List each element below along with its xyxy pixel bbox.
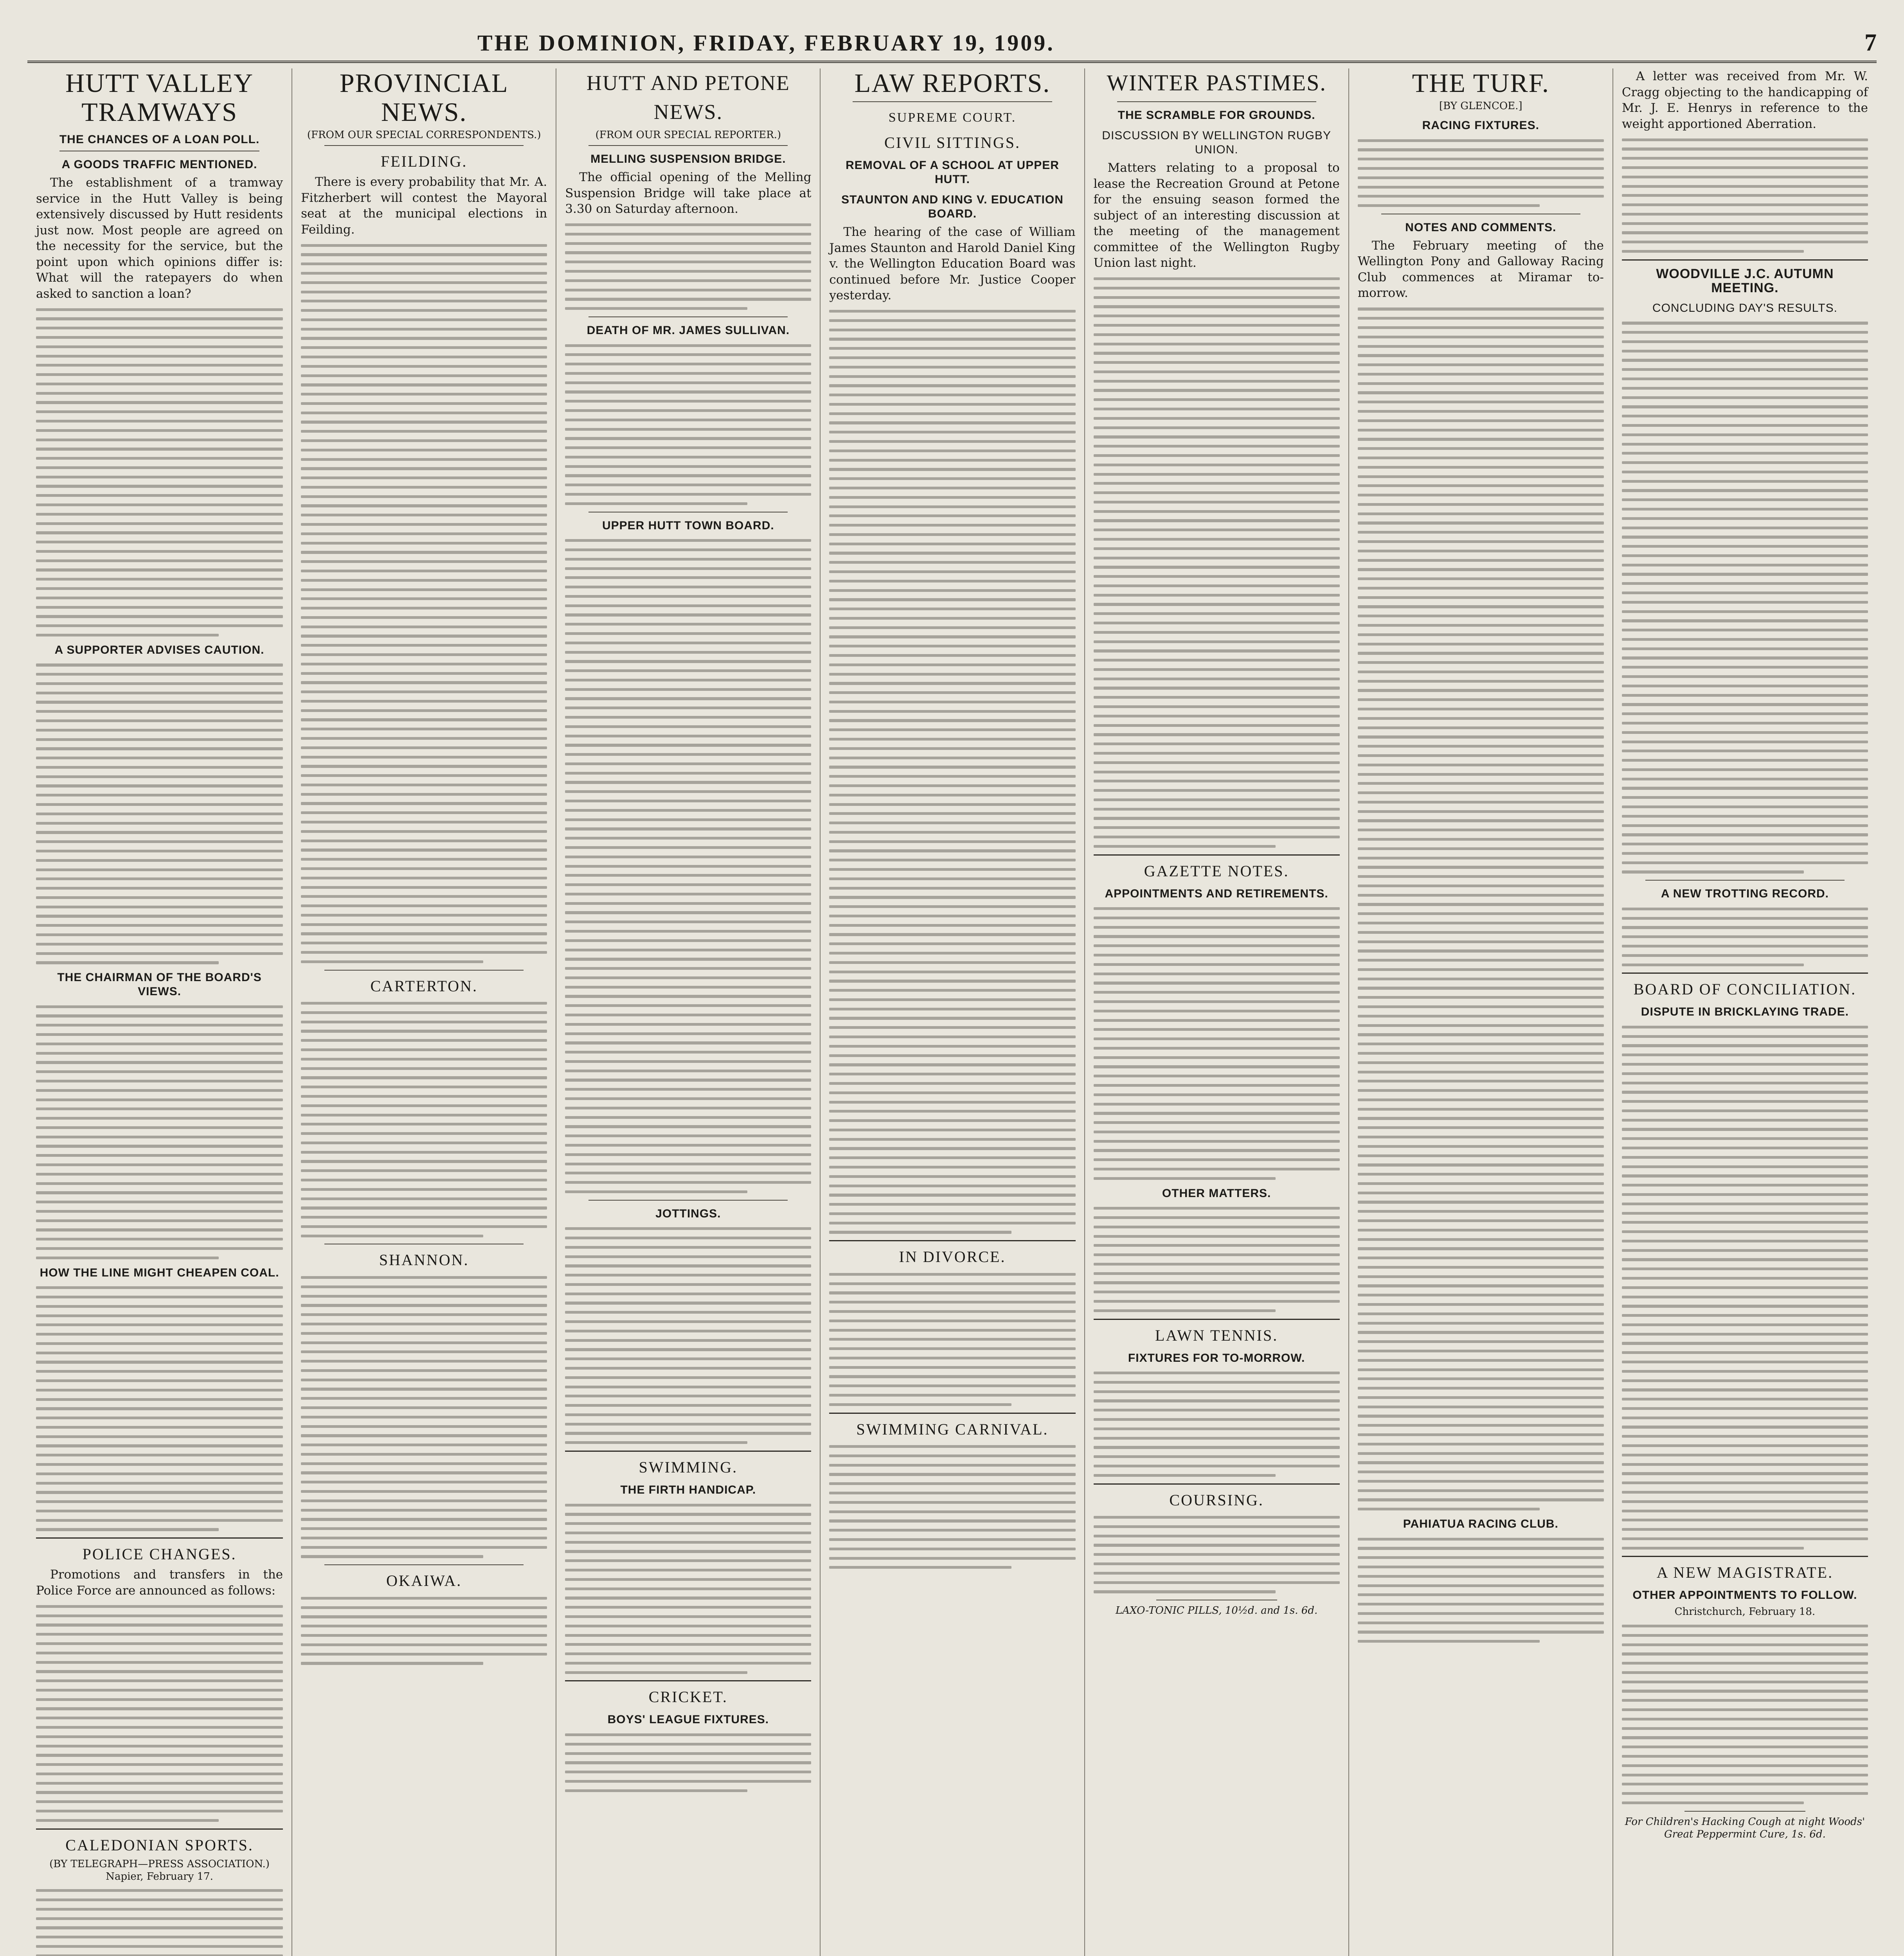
- subhead-boys-league: BOYS' LEAGUE FIXTURES.: [607, 1713, 769, 1726]
- subhead-shannon: SHANNON.: [379, 1251, 469, 1269]
- text-block: [1622, 1625, 1868, 1804]
- subhead-cricket: CRICKET.: [648, 1688, 728, 1706]
- subhead-gazette-notes: GAZETTE NOTES.: [1144, 862, 1289, 880]
- column-1: [27, 68, 292, 1956]
- headline-hutt-petone-news: HUTT AND PETONE NEWS.: [586, 71, 790, 124]
- divider: [853, 101, 1052, 102]
- byline: (FROM OUR SPECIAL CORRESPONDENTS.): [307, 129, 541, 141]
- subhead-upper-hutt-board: UPPER HUTT TOWN BOARD.: [602, 519, 774, 532]
- text-block: [36, 663, 283, 964]
- text-block: [301, 1276, 547, 1558]
- article-paragraph: The hearing of the case of William James Staunton and Harold Daniel King v. the Wellington Education Board was continued before Mr. Justice Cooper yesterday.: [829, 225, 1076, 302]
- subhead-carterton: CARTERTON.: [370, 977, 478, 995]
- column-5: [1084, 68, 1348, 1956]
- headline-law-reports: LAW REPORTS.: [854, 68, 1051, 98]
- subhead-civil-sittings: CIVIL SITTINGS.: [884, 134, 1020, 151]
- text-block: [36, 1605, 283, 1822]
- text-block: [1358, 307, 1604, 1510]
- subhead-chairman-views: THE CHAIRMAN OF THE BOARD'S VIEWS.: [57, 971, 262, 998]
- section-divider: [1622, 1556, 1868, 1557]
- headline-the-turf: THE TURF.: [1412, 68, 1549, 98]
- section-divider: [829, 1240, 1075, 1241]
- subhead-board-conciliation: BOARD OF CONCILIATION.: [1633, 980, 1857, 998]
- text-block: [565, 1227, 811, 1444]
- headline-hutt-valley-tramways: HUTT VALLEY TRAMWAYS: [65, 68, 254, 127]
- subhead-concluding-day: CONCLUDING DAY'S RESULTS.: [1652, 301, 1837, 315]
- subhead-scramble-grounds: THE SCRAMBLE FOR GROUNDS.: [1118, 109, 1316, 122]
- headline-police-changes: POLICE CHANGES.: [82, 1545, 237, 1563]
- subhead-woodville-meeting: WOODVILLE J.C. AUTUMN MEETING.: [1656, 266, 1834, 295]
- text-block: [36, 1286, 283, 1531]
- text-block: [301, 1002, 547, 1237]
- section-divider: [1622, 259, 1868, 261]
- section-divider: [829, 1413, 1075, 1414]
- advertisement: For Children's Hacking Cough at night Woods' Great Peppermint Cure, 1s. 6d.: [1625, 1816, 1865, 1840]
- text-block: [36, 308, 283, 637]
- text-block: [1622, 908, 1868, 966]
- text-block: [1094, 1207, 1340, 1312]
- subhead-new-magistrate: A NEW MAGISTRATE.: [1656, 1564, 1834, 1582]
- column-2: [292, 68, 556, 1956]
- text-block: [829, 310, 1075, 1234]
- article-paragraph: Promotions and transfers in the Police Force are announced as follows:: [36, 1568, 283, 1598]
- subhead-melling-bridge: MELLING SUSPENSION BRIDGE.: [590, 153, 786, 165]
- headline-winter-pastimes: WINTER PASTIMES.: [1107, 70, 1326, 95]
- section-divider: [1094, 854, 1340, 856]
- article-paragraph: There is every probability that Mr. A. Fitzherbert will contest the Mayoral seat at the municipal elections in Feilding.: [301, 175, 547, 237]
- divider: [324, 145, 524, 146]
- text-block: [1622, 322, 1868, 873]
- section-divider: [36, 1537, 283, 1539]
- dateline: Christchurch, February 18.: [1674, 1606, 1816, 1618]
- subhead-lawn-tennis: LAWN TENNIS.: [1155, 1326, 1278, 1344]
- divider: [1645, 880, 1845, 881]
- text-block: [1622, 1026, 1868, 1550]
- article-paragraph: A letter was received from Mr. W. Cragg objecting to the handicapping of Mr. J. E. Henrys in reference to the weight apportioned Aberration.: [1621, 69, 1868, 131]
- advertisement: LAXO-TONIC PILLS, 10½d. and 1s. 6d.: [1116, 1605, 1318, 1617]
- subhead-trotting-record: A NEW TROTTING RECORD.: [1661, 887, 1829, 901]
- masthead: [27, 16, 1877, 63]
- subhead-swimming-carnival: SWIMMING CARNIVAL.: [856, 1420, 1049, 1438]
- section-divider: [1094, 1483, 1340, 1485]
- subhead-death-sullivan: DEATH OF MR. JAMES SULLIVAN.: [587, 324, 790, 337]
- article-paragraph: Matters relating to a proposal to lease the Recreation Ground at Petone for the ensuing season formed the subject of an interesting discussion at the meeting of the management committee of the Wellington Rugby Union last night.: [1093, 161, 1340, 270]
- subhead-jottings: JOTTINGS.: [655, 1207, 721, 1220]
- subhead-coursing: COURSING.: [1169, 1491, 1264, 1509]
- subhead-swimming: SWIMMING.: [639, 1458, 738, 1476]
- column-7: [1612, 68, 1877, 1956]
- article-paragraph: The February meeting of the Wellington Pony and Galloway Racing Club commences at Miramar to-morrow.: [1357, 238, 1604, 300]
- divider: [588, 1200, 788, 1201]
- subhead-rugby-union: DISCUSSION BY WELLINGTON RUGBY UNION.: [1102, 129, 1331, 156]
- text-block: [1622, 138, 1868, 253]
- byline: (FROM OUR SPECIAL REPORTER.): [595, 129, 781, 141]
- text-block: [1094, 907, 1340, 1180]
- subhead-other-matters: OTHER MATTERS.: [1162, 1187, 1271, 1200]
- text-block: [301, 1597, 547, 1665]
- byline: (BY TELEGRAPH—PRESS ASSOCIATION.): [49, 1858, 270, 1870]
- masthead-date-line: THE DOMINION, FRIDAY, FEBRUARY 19, 1909.: [477, 30, 1055, 56]
- dateline: Napier, February 17.: [106, 1870, 213, 1882]
- subhead-supporter-caution: A SUPPORTER ADVISES CAUTION.: [54, 643, 265, 656]
- text-block: [565, 223, 811, 310]
- text-block: [565, 1504, 811, 1674]
- subhead-appointments: APPOINTMENTS AND RETIREMENTS.: [1105, 887, 1328, 900]
- byline: [BY GLENCOE.]: [1439, 100, 1522, 112]
- column-6: [1348, 68, 1612, 1956]
- headline-provincial-news: PROVINCIAL NEWS.: [339, 68, 509, 127]
- text-block: [1094, 1372, 1340, 1477]
- divider: [1684, 1811, 1805, 1812]
- article-paragraph: The official opening of the Melling Suspension Bridge will take place at 3.30 on Saturday afternoon.: [565, 170, 812, 216]
- subhead-goods-traffic: A GOODS TRAFFIC MENTIONED.: [61, 158, 257, 171]
- text-block: [301, 244, 547, 963]
- text-block: [565, 344, 811, 505]
- subhead-removal-school: REMOVAL OF A SCHOOL AT UPPER HUTT.: [846, 159, 1059, 186]
- section-divider: [565, 1451, 811, 1452]
- text-block: [1094, 277, 1340, 848]
- column-3: [556, 68, 820, 1956]
- article-paragraph: The establishment of a tramway service in the Hutt Valley is being extensively discussed by Hutt residents just now. Most people are agreed on the necessity for the service, but the point upon which opinions differ is: What will the ratepayers do when asked to sanction a loan?: [36, 176, 283, 301]
- columns: [27, 68, 1877, 1956]
- text-block: [1094, 1516, 1340, 1593]
- section-divider: [565, 1680, 811, 1681]
- subhead-other-appointments: OTHER APPOINTMENTS TO FOLLOW.: [1632, 1589, 1857, 1602]
- text-block: [1358, 139, 1604, 207]
- divider: [324, 970, 524, 971]
- divider: [324, 1564, 524, 1565]
- subhead-okaiwa: OKAIWA.: [386, 1572, 462, 1590]
- text-block: [36, 1005, 283, 1259]
- subhead-staunton-king: STAUNTON AND KING V. EDUCATION BOARD.: [841, 193, 1064, 220]
- divider: [588, 145, 788, 146]
- subhead-firth-handicap: THE FIRTH HANDICAP.: [620, 1483, 756, 1496]
- subhead-cheapen-coal: HOW THE LINE MIGHT CHEAPEN COAL.: [40, 1266, 279, 1279]
- section-divider: [36, 1828, 283, 1830]
- subhead-feilding: FEILDING.: [381, 153, 468, 170]
- subhead-in-divorce: IN DIVORCE.: [899, 1248, 1006, 1266]
- subhead-supreme-court: SUPREME COURT.: [888, 110, 1017, 125]
- subhead-fixtures-tomorrow: FIXTURES FOR TO-MORROW.: [1128, 1351, 1305, 1365]
- divider: [1117, 101, 1316, 102]
- headline-caledonian-sports: CALEDONIAN SPORTS.: [65, 1836, 254, 1854]
- divider: [588, 316, 788, 317]
- text-block: [1358, 1538, 1604, 1643]
- page-number: 7: [1864, 29, 1877, 56]
- text-block: [565, 539, 811, 1193]
- text-block: [829, 1273, 1075, 1406]
- text-block: [565, 1733, 811, 1792]
- subhead-pahiatua: PAHIATUA RACING CLUB.: [1403, 1517, 1558, 1530]
- subhead-chances-loan-poll: THE CHANCES OF A LOAN POLL.: [59, 133, 260, 146]
- subhead-bricklaying-dispute: DISPUTE IN BRICKLAYING TRADE.: [1641, 1005, 1849, 1019]
- section-divider: [1094, 1319, 1340, 1320]
- text-block: [829, 1445, 1075, 1569]
- subhead-racing-fixtures: RACING FIXTURES.: [1422, 119, 1539, 132]
- text-block: [36, 1889, 283, 1956]
- subhead-notes-comments: NOTES AND COMMENTS.: [1405, 221, 1557, 234]
- section-divider: [1622, 973, 1868, 974]
- column-4: [820, 68, 1084, 1956]
